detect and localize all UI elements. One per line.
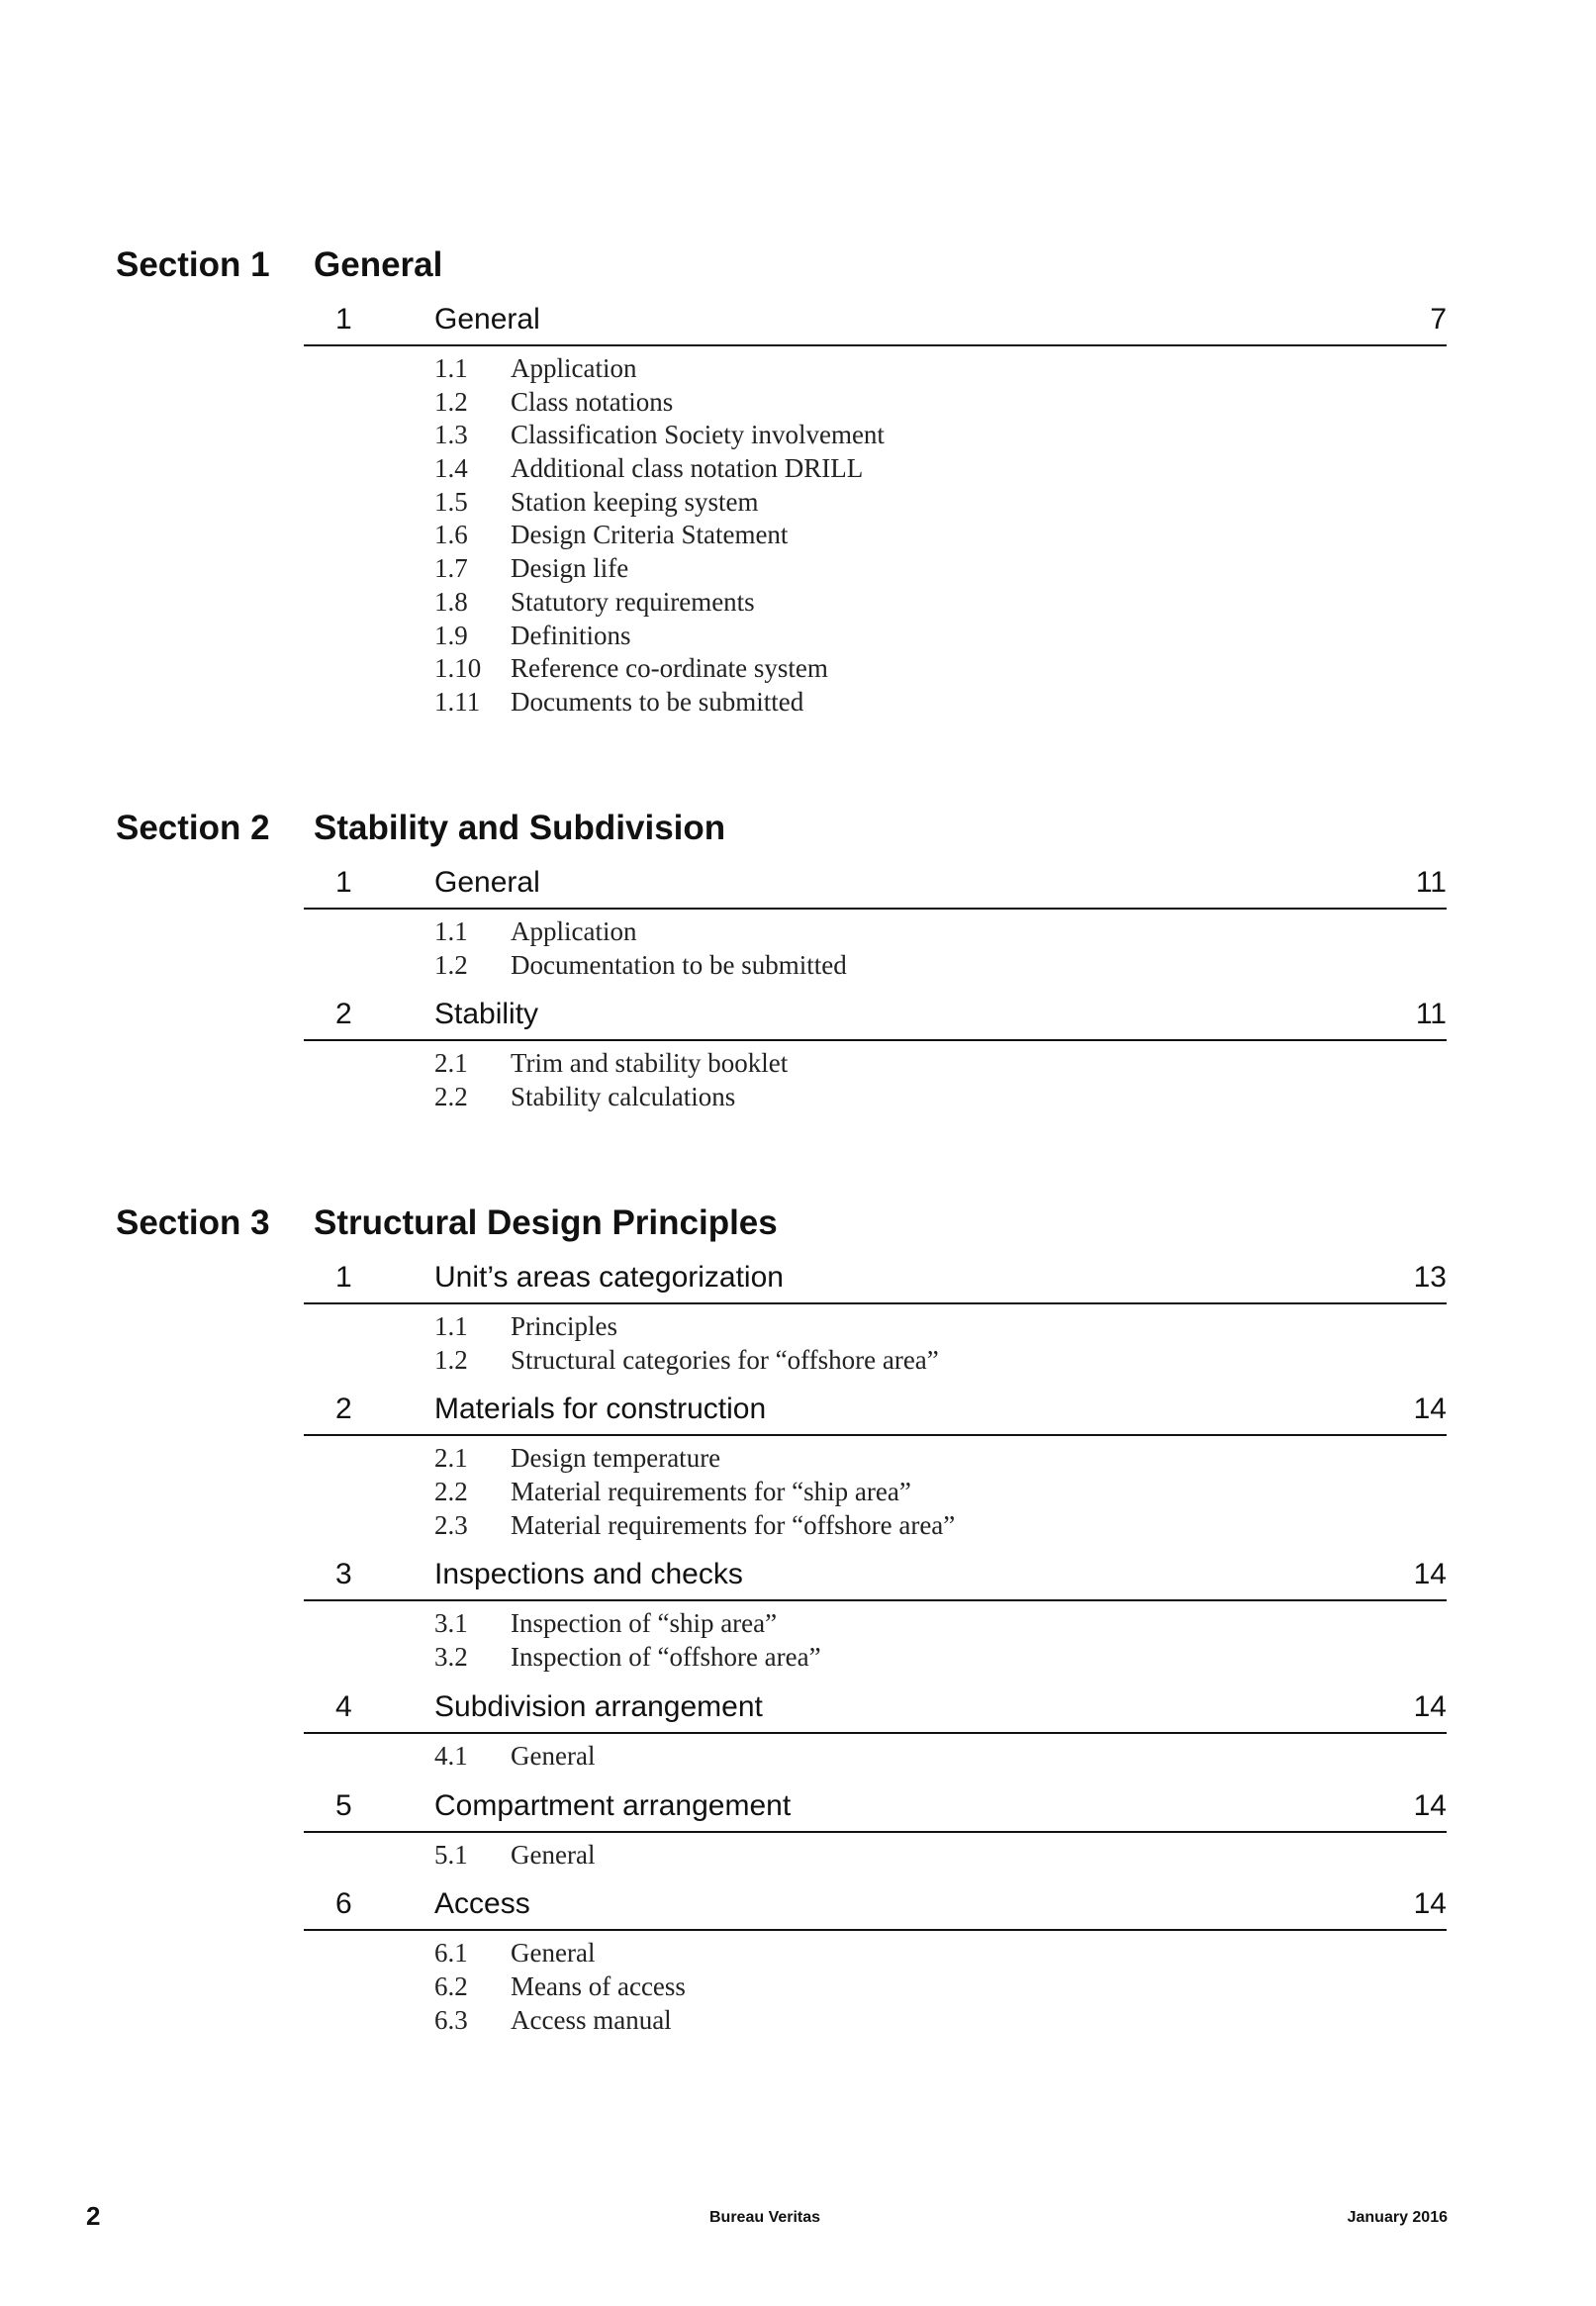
subsection-item (304, 1476, 1447, 1509)
section-label: Section 2 (116, 809, 270, 847)
chapter-number: 4 (335, 1689, 352, 1723)
section-title: Structural Design Principles (314, 1203, 778, 1242)
subsection-number: 1.9 (434, 620, 468, 650)
subsection-item (304, 519, 1447, 552)
toc-section (116, 243, 1447, 731)
subsection-title: Reference co-ordinate system (511, 653, 828, 684)
section-label: Section 3 (116, 1203, 270, 1242)
subsection-number: 3.1 (434, 1608, 468, 1639)
toc-chapter (304, 1554, 1447, 1685)
chapter-heading (304, 1883, 1447, 1931)
subsection-title: Documents to be submitted (511, 686, 804, 717)
subsection-title: Principles (511, 1311, 617, 1341)
subsection-list (304, 1041, 1447, 1125)
subsection-title: Documentation to be submitted (511, 949, 847, 980)
subsection-title: Statutory requirements (511, 586, 755, 617)
chapter-title: General (434, 303, 540, 336)
subsection-list (304, 1931, 1447, 2049)
section-title: Stability and Subdivision (314, 809, 726, 847)
footer-publisher: Bureau Veritas (709, 2209, 821, 2226)
subsection-title: General (511, 1740, 596, 1771)
subsection-item (304, 1344, 1447, 1378)
subsection-number: 1.6 (434, 520, 468, 550)
toc-chapter (304, 862, 1447, 994)
chapter-page-number: 14 (1413, 1558, 1447, 1591)
subsection-number: 1.1 (434, 916, 468, 946)
chapter-number: 1 (335, 1261, 352, 1294)
toc-chapter (304, 299, 1447, 731)
subsection-number: 1.1 (434, 353, 468, 383)
subsection-item (304, 386, 1447, 420)
subsection-number: 1.3 (434, 420, 468, 450)
subsection-title: Application (511, 353, 637, 383)
chapter-title: Stability (434, 998, 539, 1031)
subsection-item (304, 1607, 1447, 1641)
chapter-page-number: 14 (1413, 1689, 1447, 1723)
subsection-item (304, 1047, 1447, 1081)
section-label: Section 1 (116, 245, 270, 284)
subsection-item (304, 1839, 1447, 1873)
subsection-item (304, 686, 1447, 720)
footer-page-number: 2 (86, 2201, 101, 2231)
chapter-title: General (434, 866, 540, 899)
subsection-item (304, 1641, 1447, 1675)
chapter-heading (304, 1389, 1447, 1436)
subsection-title: Inspection of “offshore area” (511, 1642, 821, 1673)
subsection-list (304, 1734, 1447, 1785)
chapter-heading (304, 994, 1447, 1041)
subsection-item (304, 1937, 1447, 1970)
subsection-title: Material requirements for “offshore area” (511, 1509, 956, 1540)
subsection-title: Additional class notation DRILL (511, 453, 864, 484)
chapter-number: 1 (335, 866, 352, 899)
chapter-title: Unit’s areas categorization (434, 1261, 784, 1294)
toc-chapter (304, 994, 1447, 1125)
chapter-page-number: 11 (1415, 866, 1447, 899)
subsection-number: 3.2 (434, 1642, 468, 1673)
subsection-number: 1.10 (434, 653, 482, 684)
subsection-number: 5.1 (434, 1839, 468, 1870)
subsection-number: 2.3 (434, 1509, 468, 1540)
toc-chapter (304, 1257, 1447, 1389)
subsection-item (304, 419, 1447, 452)
chapter-page-number: 14 (1413, 1393, 1447, 1426)
chapter-page-number: 14 (1413, 1788, 1447, 1822)
subsection-title: Class notations (511, 386, 674, 417)
subsection-number: 6.1 (434, 1938, 468, 1969)
chapter-number: 3 (335, 1558, 352, 1591)
subsection-item (304, 352, 1447, 386)
subsection-title: Material requirements for “ship area” (511, 1477, 911, 1507)
subsection-number: 1.7 (434, 553, 468, 584)
chapter-title: Subdivision arrangement (434, 1689, 763, 1723)
subsection-title: Station keeping system (511, 486, 759, 517)
subsection-number: 2.1 (434, 1443, 468, 1474)
toc-section (116, 1201, 1447, 2049)
subsection-number: 1.8 (434, 586, 468, 617)
subsection-number: 1.1 (434, 1311, 468, 1341)
subsection-title: Stability calculations (511, 1082, 736, 1112)
subsection-title: Structural categories for “offshore area” (511, 1344, 939, 1375)
section-heading (116, 807, 1447, 862)
subsection-number: 6.2 (434, 1970, 468, 2001)
chapter-number: 2 (335, 1393, 352, 1426)
subsection-title: General (511, 1938, 596, 1969)
subsection-item (304, 586, 1447, 620)
toc-section (116, 807, 1447, 1126)
subsection-item (304, 915, 1447, 949)
subsection-title: Access manual (511, 2004, 672, 2035)
section-heading (116, 243, 1447, 299)
subsection-item (304, 486, 1447, 520)
chapter-page-number: 14 (1413, 1887, 1447, 1921)
subsection-number: 1.2 (434, 949, 468, 980)
subsection-item (304, 949, 1447, 983)
subsection-item (304, 1509, 1447, 1543)
subsection-list (304, 1304, 1447, 1389)
subsection-number: 1.4 (434, 453, 468, 484)
subsection-item (304, 1310, 1447, 1344)
subsection-title: Inspection of “ship area” (511, 1608, 778, 1639)
subsection-item (304, 620, 1447, 653)
toc-chapter (304, 1686, 1447, 1785)
chapter-page-number: 7 (1430, 303, 1447, 336)
subsection-item (304, 652, 1447, 686)
toc-chapter (304, 1883, 1447, 2049)
chapter-page-number: 11 (1415, 998, 1447, 1031)
subsection-item (304, 1442, 1447, 1476)
chapter-heading (304, 862, 1447, 910)
subsection-title: Design Criteria Statement (511, 520, 789, 550)
subsection-title: Trim and stability booklet (511, 1048, 789, 1079)
subsection-number: 1.2 (434, 386, 468, 417)
chapter-number: 6 (335, 1887, 352, 1921)
chapter-heading (304, 1554, 1447, 1601)
section-heading (116, 1201, 1447, 1257)
subsection-item (304, 2004, 1447, 2038)
subsection-title: General (511, 1839, 596, 1870)
subsection-list (304, 910, 1447, 994)
chapter-title: Access (434, 1887, 530, 1921)
subsection-number: 4.1 (434, 1740, 468, 1771)
chapter-heading (304, 1686, 1447, 1734)
chapter-title: Compartment arrangement (434, 1788, 792, 1822)
subsection-title: Design temperature (511, 1443, 721, 1474)
subsection-number: 2.1 (434, 1048, 468, 1079)
chapter-heading (304, 1257, 1447, 1304)
toc-chapter (304, 1785, 1447, 1884)
subsection-item (304, 452, 1447, 486)
subsection-list (304, 346, 1447, 731)
chapter-number: 2 (335, 998, 352, 1031)
subsection-number: 2.2 (434, 1082, 468, 1112)
subsection-title: Design life (511, 553, 629, 584)
subsection-list (304, 1436, 1447, 1554)
subsection-item (304, 552, 1447, 586)
subsection-number: 1.11 (434, 686, 481, 717)
toc-chapter (304, 1389, 1447, 1554)
chapter-title: Inspections and checks (434, 1558, 743, 1591)
subsection-number: 1.5 (434, 486, 468, 517)
subsection-number: 6.3 (434, 2004, 468, 2035)
subsection-list (304, 1833, 1447, 1884)
subsection-number: 1.2 (434, 1344, 468, 1375)
chapter-heading (304, 299, 1447, 346)
footer-date: January 2016 (1347, 2209, 1448, 2226)
subsection-number: 2.2 (434, 1477, 468, 1507)
chapter-page-number: 13 (1413, 1261, 1447, 1294)
subsection-item (304, 1970, 1447, 2004)
section-title: General (314, 245, 443, 284)
page-footer (0, 2201, 1596, 2241)
subsection-list (304, 1601, 1447, 1685)
chapter-heading (304, 1785, 1447, 1833)
chapter-number: 5 (335, 1788, 352, 1822)
subsection-title: Classification Society involvement (511, 420, 885, 450)
subsection-item (304, 1740, 1447, 1774)
chapter-number: 1 (335, 303, 352, 336)
subsection-title: Application (511, 916, 637, 946)
subsection-title: Means of access (511, 1970, 686, 2001)
chapter-title: Materials for construction (434, 1393, 767, 1426)
subsection-item (304, 1081, 1447, 1114)
subsection-title: Definitions (511, 620, 631, 650)
